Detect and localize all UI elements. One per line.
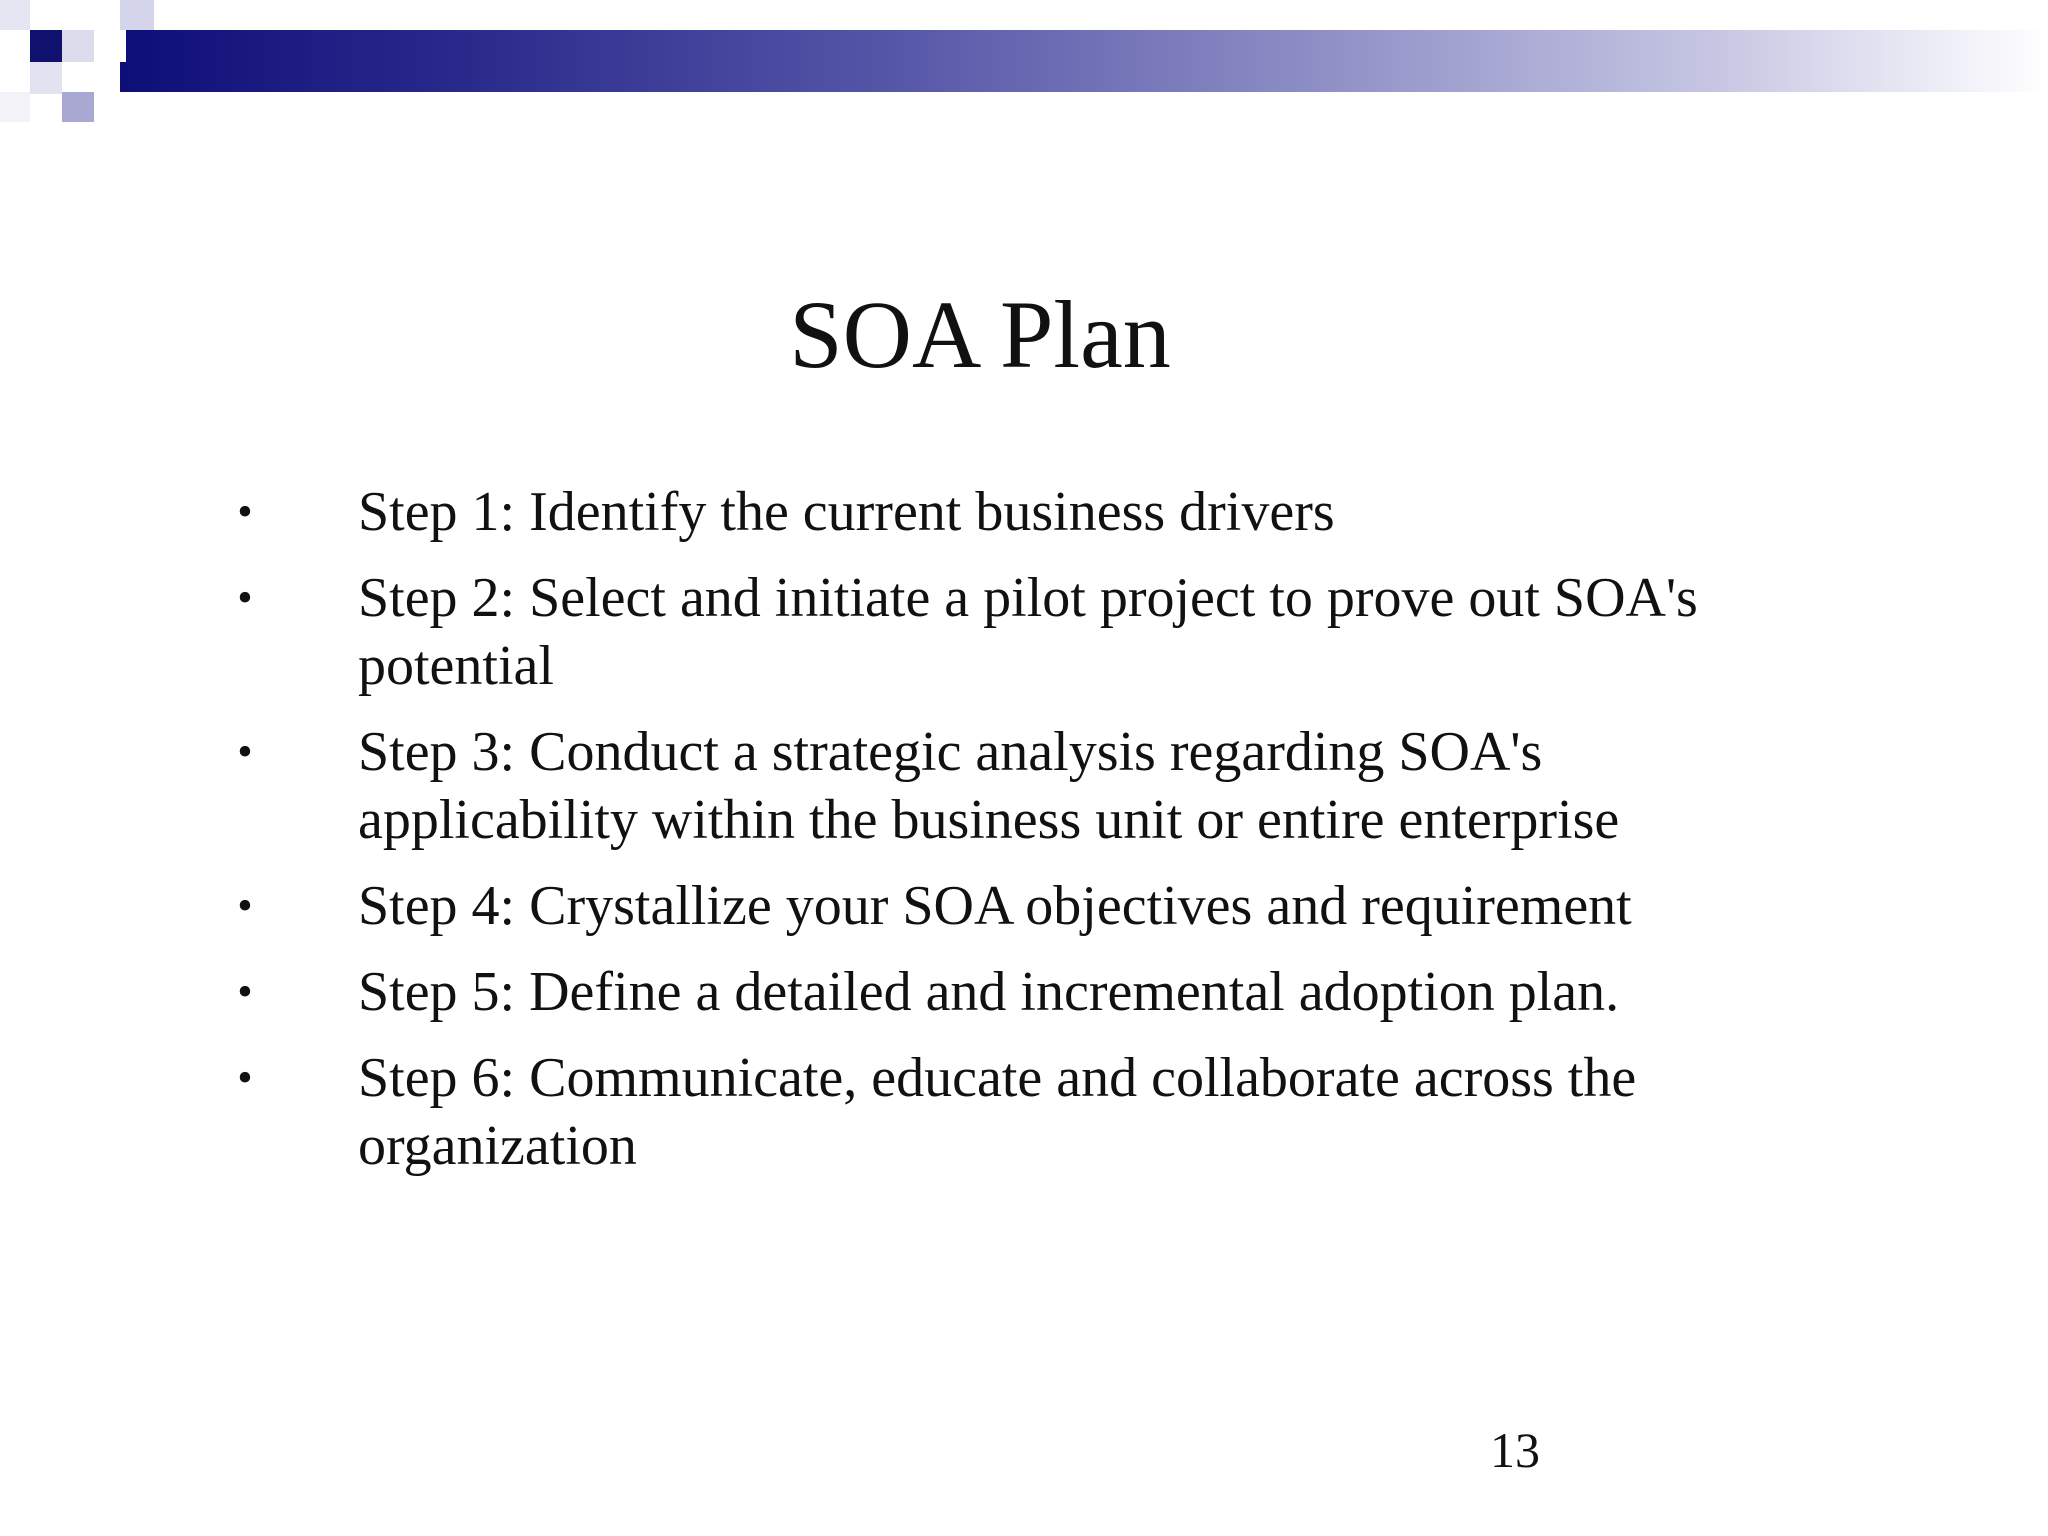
decor-square <box>62 30 94 62</box>
bullet-list <box>230 478 1790 1198</box>
list-item <box>230 564 1790 700</box>
decor-square <box>120 0 154 30</box>
bullet-text: Step 3: Conduct a strategic analysis regarding SOA's applicability within the business unit or entire enterprise <box>358 721 1620 851</box>
list-item <box>230 872 1790 940</box>
page-number: 13 <box>1490 1422 1540 1478</box>
bullet-text: Step 4: Crystallize your SOA objectives and requirement <box>358 875 1632 937</box>
header-banner <box>120 30 2048 92</box>
bullet-icon: • <box>237 967 253 1016</box>
list-item <box>230 718 1790 854</box>
bullet-text: Step 5: Define a detailed and incremental adoption plan. <box>358 961 1620 1023</box>
decor-square <box>62 92 94 122</box>
decor-square <box>0 0 30 30</box>
bullet-icon: • <box>237 881 253 930</box>
bullet-icon: • <box>237 1053 253 1102</box>
bullet-icon: • <box>237 487 253 536</box>
slide-title: SOA Plan <box>789 281 1171 388</box>
list-item <box>230 478 1790 546</box>
bullet-text: Step 6: Communicate, educate and collaborate across the organization <box>358 1047 1637 1177</box>
decor-square <box>94 30 126 62</box>
decor-square <box>30 62 62 94</box>
decor-square <box>30 30 62 62</box>
bullet-icon: • <box>237 727 253 776</box>
decor-square <box>0 92 30 122</box>
bullet-text: Step 2: Select and initiate a pilot project to prove out SOA's potential <box>358 567 1698 697</box>
bullet-icon: • <box>237 573 253 622</box>
bullet-text: Step 1: Identify the current business drivers <box>358 481 1335 543</box>
list-item <box>230 958 1790 1026</box>
list-item <box>230 1044 1790 1180</box>
